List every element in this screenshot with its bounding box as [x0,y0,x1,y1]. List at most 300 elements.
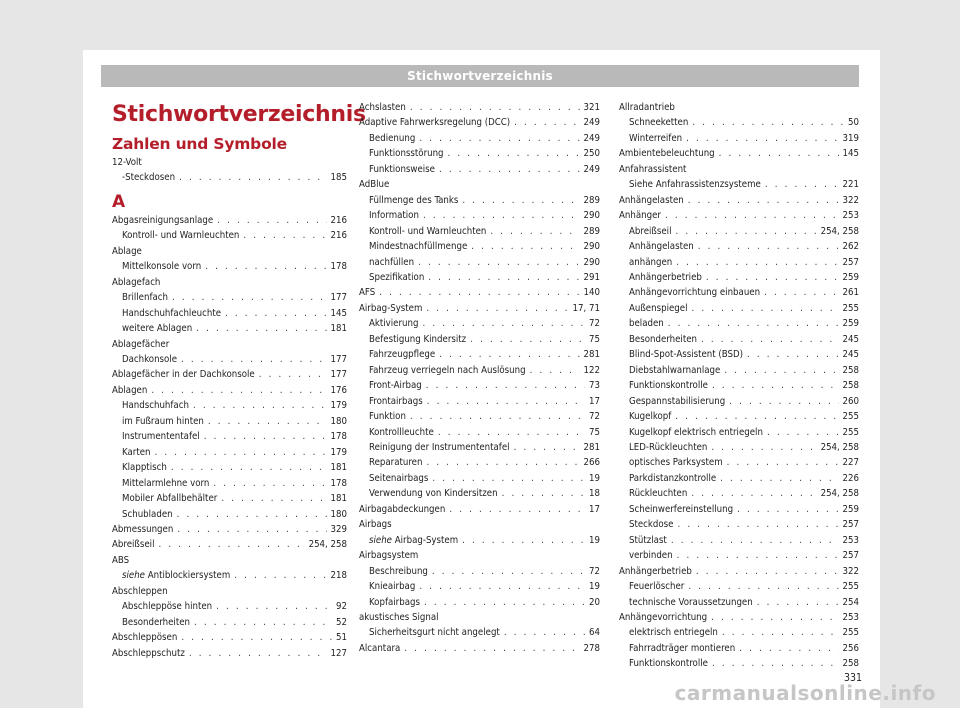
index-term-text: LED-Rückleuchten [629,441,708,453]
index-term-text: Verwendung von Kindersitzen [369,488,498,500]
index-page-ref: 253 [842,534,859,546]
index-term [359,301,422,316]
index-page-ref: 17 [589,503,600,515]
index-term [369,162,435,177]
index-term [122,445,151,460]
index-term-text: Frontairbags [369,395,423,407]
index-term-text: Ablagefächer in der Dachkonsole [112,369,255,381]
leader-dots [243,228,326,243]
index-term [122,460,167,475]
index-term-text: Funktionskontrolle [629,380,708,392]
index-term [369,224,486,239]
index-entry [619,378,859,393]
leader-dots [711,610,838,625]
index-term-text: Siehe Anfahrassistenzsysteme [629,179,761,191]
index-entry [359,316,600,331]
index-term-text: Sicherheitsgurt nicht angelegt [369,627,500,639]
index-group-heading: 12-Volt [112,157,142,168]
index-page-ref: 256 [842,642,859,654]
index-page-ref: 181 [330,323,347,335]
index-term [629,270,702,285]
leader-dots [724,363,838,378]
index-entry [359,332,600,347]
leader-dots [449,502,585,517]
index-group-heading: Ablage [112,245,142,257]
leader-dots [470,332,585,347]
index-term-text: Ablagen [112,384,148,396]
index-page-ref: 52 [336,616,347,628]
index-entry [359,579,600,594]
index-term-text: Diebstahlwarnanlage [629,364,721,376]
index-term [359,641,400,656]
index-entry [619,656,859,671]
index-term-text: Dachkonsole [122,353,178,365]
leader-dots [706,270,839,285]
index-term [619,610,707,625]
index-term [369,239,467,254]
index-column-2 [359,100,600,656]
index-term-text: Klapptisch [122,462,167,474]
index-term-text: Besonderheiten [122,616,190,628]
page-title: Stichwortverzeichnis [112,102,366,127]
leader-dots [234,568,326,583]
leader-dots [158,537,304,552]
index-term-text: Schubladen [122,508,173,520]
index-entry [359,641,600,656]
index-page-ref: 127 [330,647,347,659]
index-page-ref: 262 [842,241,859,253]
index-entry [619,285,859,300]
index-entry [359,394,600,409]
index-page-ref: 92 [336,601,347,613]
leader-dots [671,533,839,548]
index-page-ref: 20 [589,596,600,608]
leader-dots [151,383,326,398]
index-term [629,471,716,486]
index-page-ref: 181 [330,462,347,474]
index-term [369,378,422,393]
leader-dots [189,646,327,661]
index-term [359,502,445,517]
index-entry [619,533,859,548]
index-term-text: Reparaturen [369,457,423,469]
index-term [369,455,422,470]
index-term [629,517,674,532]
index-term-text: Schneeketten [629,117,689,129]
index-term [629,378,708,393]
leader-dots [432,471,585,486]
index-term-text: Abschleppschutz [112,647,185,659]
index-page-ref: 255 [842,426,859,438]
index-entry [359,502,600,517]
index-term-text: Antiblockiersystem [145,570,231,582]
letter-heading: A [112,191,126,212]
leader-dots [691,301,838,316]
index-entry [619,177,859,192]
leader-dots [208,414,327,429]
index-page-ref: 185 [330,172,347,184]
leader-dots [410,100,580,115]
index-entry [359,208,600,223]
leader-dots [177,507,327,522]
index-entry [112,445,347,460]
index-term-text: Karten [122,446,151,458]
index-entry [619,625,859,640]
index-term [369,409,406,424]
index-term [122,476,209,491]
index-page-ref: 321 [583,102,600,113]
index-term [359,100,406,115]
index-term [629,394,725,409]
index-entry [359,224,600,239]
index-group-heading: Ablagefach [112,276,161,288]
index-term [629,239,694,254]
index-term [369,363,526,378]
index-entry [359,440,600,455]
index-term [369,564,428,579]
index-term-text: Anhängerbetrieb [629,271,702,283]
leader-dots [172,290,327,305]
leader-dots [462,533,585,548]
leader-dots [205,259,326,274]
leader-dots [712,378,839,393]
index-entry [359,425,600,440]
index-term [629,409,671,424]
index-entry [359,301,600,316]
watermark: carmanualsonline.info [674,681,936,705]
index-term [629,595,753,610]
index-term [629,177,761,192]
index-term [619,146,715,161]
index-page-ref: 289 [583,225,600,237]
index-entry [112,398,347,413]
index-page-ref: 216 [330,214,347,226]
index-term-text: Stützlast [629,534,667,546]
index-page-ref: 216 [330,230,347,242]
index-term [629,533,667,548]
leader-dots [225,306,326,321]
index-entry [619,146,859,161]
index-page-ref: 179 [330,446,347,458]
leader-dots [677,548,839,563]
index-page-ref: 289 [583,194,600,206]
leader-dots [665,208,839,223]
index-entry [112,367,347,382]
index-term [359,285,375,300]
index-term-text: Anhängevorrichtung einbauen [629,287,761,299]
leader-dots [692,115,844,130]
index-term-text: Scheinwerfereinstellung [629,503,734,515]
index-column-3 [619,100,859,672]
leader-dots [696,564,839,579]
index-entry [359,378,600,393]
leader-dots [419,131,579,146]
index-term-text: Ambientebeleuchtung [619,148,715,160]
index-term-text: Anhängevorrichtung [619,611,708,623]
index-page-ref: 259 [842,271,859,283]
index-page-ref: 322 [842,194,859,206]
index-entry [359,533,600,548]
index-term-text: Steckdose [629,519,674,531]
index-term [122,615,190,630]
leader-dots [217,213,326,228]
index-term-text: Funktion [369,411,406,423]
index-page-ref: 221 [842,179,859,191]
index-page-ref: 178 [330,477,347,489]
index-term-text: technische Voraussetzungen [629,596,753,608]
leader-dots [675,409,838,424]
index-page-ref: 257 [842,256,859,268]
index-entry [112,429,347,444]
index-entry [112,646,347,661]
index-page-ref: 226 [842,472,859,484]
index-entry [359,255,600,270]
index-term-text: beladen [629,318,664,330]
index-term [112,383,147,398]
index-entry [359,486,600,501]
index-page-ref: 122 [583,364,600,376]
index-term [629,455,723,470]
index-page-ref: 290 [583,210,600,222]
index-entry [619,394,859,409]
index-term-text: Befestigung Kindersitz [369,333,467,345]
leader-dots [410,409,585,424]
index-term [629,115,688,130]
leader-dots [757,595,839,610]
index-term [112,367,255,382]
index-term-text: Blind-Spot-Assistent (BSD) [629,349,744,361]
leader-dots [439,347,579,362]
index-entry [619,610,859,625]
index-entry [619,347,859,362]
index-entry [619,224,859,239]
index-page-ref: 180 [330,415,347,427]
index-page-ref: 281 [583,349,600,361]
index-entry [112,321,347,336]
leader-dots [675,224,816,239]
index-page-ref: 218 [330,570,347,582]
index-page-ref: 178 [330,431,347,443]
leader-dots [720,471,838,486]
index-entry [619,301,859,316]
index-term [629,285,760,300]
index-term [122,414,204,429]
index-term [369,316,418,331]
leader-dots [426,301,568,316]
index-term [629,548,673,563]
index-term-text: Fahrzeug verriegeln nach Auslösung [369,364,526,376]
index-entry [619,471,859,486]
index-term-text: Information [369,210,419,222]
index-entry [619,641,859,656]
index-term [629,641,735,656]
index-group-heading: Anfahrassistent [619,163,687,175]
index-term [122,507,173,522]
index-page-ref: 73 [589,380,600,392]
document-page [83,50,880,708]
index-term [122,321,192,336]
index-entry [112,460,347,475]
leader-dots [171,460,327,475]
index-entry [619,332,859,347]
leader-dots [471,239,579,254]
index-term-text: Abreißseil [112,539,155,551]
index-term-text: Mittelkonsole vorn [122,261,202,273]
index-term [629,579,684,594]
leader-dots [764,285,838,300]
index-term-text: Alcantara [359,642,401,654]
index-term [112,646,185,661]
index-page-ref: 258 [842,658,859,670]
leader-dots [216,599,332,614]
leader-dots [676,255,838,270]
index-term [369,193,458,208]
index-term-text: Gespannstabilisierung [629,395,726,407]
index-term [122,352,177,367]
index-term [369,625,500,640]
index-term-text: Instrumententafel [122,431,200,443]
index-page-ref: 259 [842,503,859,515]
leader-dots [747,347,839,362]
leader-dots [490,224,579,239]
leader-dots [422,316,585,331]
index-entry [359,100,600,115]
leader-dots [259,367,327,382]
index-entry [619,131,859,146]
index-term-text: verbinden [629,550,673,562]
index-term [122,568,230,583]
leader-dots [767,425,839,440]
index-term-text: Fahrradträger montieren [629,642,736,654]
index-term-text: Parkdistanzkontrolle [629,472,717,484]
leader-dots [698,239,839,254]
index-term-text: AFS [359,287,376,299]
index-entry [112,507,347,522]
index-term-text: Anhängerbetrieb [619,565,692,577]
index-page-ref: 178 [330,261,347,273]
index-entry [619,517,859,532]
index-page-ref: 278 [583,642,600,654]
leader-dots [404,641,579,656]
index-term [122,170,175,185]
index-term [369,394,423,409]
index-term [369,208,419,223]
index-page-ref: 254, 258 [820,225,859,237]
index-entry [619,564,859,579]
leader-dots [432,564,585,579]
leader-dots [424,595,585,610]
index-page-ref: 245 [842,333,859,345]
leader-dots [691,486,816,501]
index-group-heading: Abschleppen [112,585,168,597]
index-page-ref: 253 [842,611,859,623]
index-term [369,579,415,594]
index-entry [619,440,859,455]
leader-dots [530,363,580,378]
index-entry [112,476,347,491]
index-entry [619,455,859,470]
index-term-text: Kugelkopf elektrisch entriegeln [629,426,763,438]
index-term-text: Mindestnachfüllmenge [369,241,468,253]
index-term-text: Kugelkopf [629,411,672,423]
index-term-text: Kontroll- und Warnleuchten [369,225,487,237]
index-page-ref: 329 [330,523,347,535]
index-group-heading: Allradantrieb [619,102,675,113]
index-page-ref: 260 [842,395,859,407]
index-entry [112,383,347,398]
index-page-ref: 50 [848,117,859,129]
index-term [629,363,720,378]
index-term-text: elektrisch entriegeln [629,627,718,639]
index-page-ref: 254, 258 [308,539,347,551]
index-term-text: Mobiler Abfallbehälter [122,493,218,505]
index-term [122,398,189,413]
leader-dots [711,440,816,455]
leader-dots [688,579,838,594]
leader-dots [426,455,579,470]
leader-dots [462,193,579,208]
index-page-ref: 75 [589,426,600,438]
index-page-ref: 259 [842,318,859,330]
index-page-ref: 255 [842,581,859,593]
index-term-text: Handschuhfachleuchte [122,307,222,319]
leader-dots [438,425,585,440]
index-entry [619,425,859,440]
index-term-text: Kontrollleuchte [369,426,434,438]
index-entry [619,595,859,610]
index-term-text: Brillenfach [122,292,168,304]
index-term-text: Anhänger [619,210,661,222]
leader-dots [686,131,838,146]
leader-dots [504,625,585,640]
leader-dots [419,579,585,594]
index-term-text: Abmessungen [112,523,174,535]
index-term-text: Funktionsstörung [369,148,444,160]
index-entry [619,548,859,563]
index-entry [112,568,347,583]
index-entry [112,290,347,305]
index-page-ref: 180 [330,508,347,520]
index-term [369,146,444,161]
index-page-ref: 227 [842,457,859,469]
index-entry [112,259,347,274]
index-term [369,440,510,455]
leader-dots [688,193,839,208]
index-entry [619,208,859,223]
leader-dots [448,146,580,161]
index-group-heading: Airbagsystem [359,550,419,562]
index-term-text: Außenspiegel [629,302,688,314]
index-term-text: Airbag-System [359,302,423,314]
index-term [369,332,466,347]
index-page-ref: 257 [842,550,859,562]
index-term-text: -Steckdosen [122,172,176,184]
index-entry [112,615,347,630]
index-term [369,425,434,440]
section-heading: Zahlen und Symbole [112,135,287,153]
leader-dots [737,502,838,517]
index-entry [619,409,859,424]
index-term-text: im Fußraum hinten [122,415,204,427]
index-term [629,486,687,501]
index-entry [619,486,859,501]
index-entry [359,409,600,424]
index-term [122,491,217,506]
page-number: 331 [843,672,862,684]
index-entry [359,595,600,610]
index-term [629,332,697,347]
leader-dots [423,208,580,223]
